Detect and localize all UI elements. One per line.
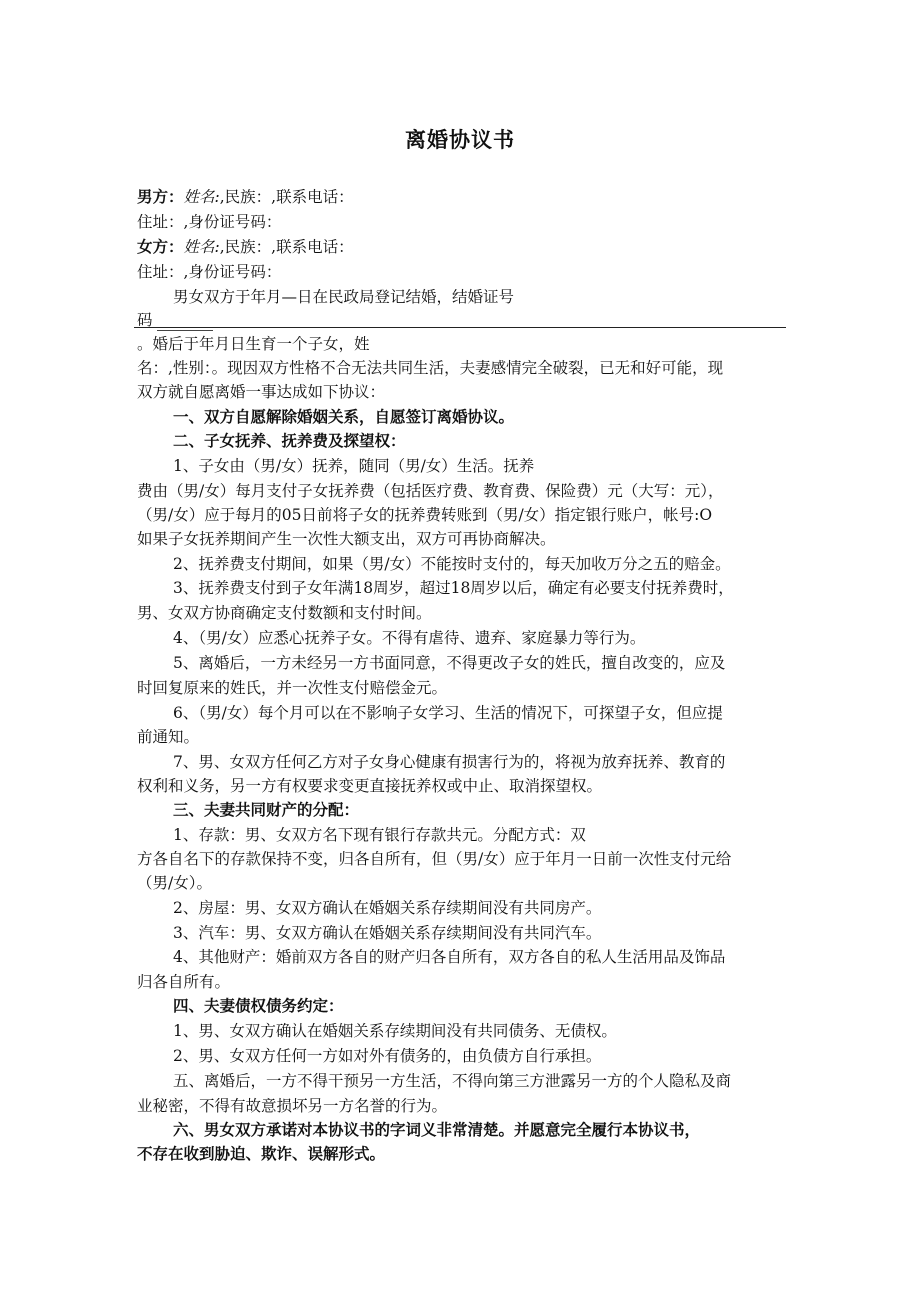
- female-party-line: [137, 236, 354, 258]
- s2-p1-line-1: 1、子女由（男/女）抚养，随同（男/女）生活。抚养: [173, 457, 535, 475]
- s2-p6-line-1: 6、（男/女）每个月可以在不影响子女学习、生活的情况下，可探望子女，但应提: [173, 704, 723, 722]
- s2-p4: 4、（男/女）应悉心抚养子女。不得有虐待、遗弃、家庭暴力等行为。: [173, 629, 646, 647]
- s2-p6-line-2: 前通知。: [137, 728, 200, 746]
- s3-p1-line-3: （男/女）。: [137, 874, 212, 892]
- blank-field: [157, 316, 213, 331]
- male-name-label: 姓名:: [183, 188, 220, 206]
- s2-p2: 2、抚养费支付期间，如果（男/女）不能按时支付的，每天加收万分之五的赔金。: [173, 555, 731, 573]
- s3-p4-line-1: 4、其他财产：婚前双方各自的财产归各自所有，双方各自的私人生活用品及饰品: [173, 948, 726, 966]
- s3-p2: 2、房屋：男、女双方确认在婚姻关系存续期间没有共同房产。: [173, 899, 602, 917]
- s2-p1-line-2: 费由（男/女）每月支付子女抚养费（包括医疗费、教育费、保险费）元（大写：元），: [137, 482, 724, 500]
- female-label: 女方：: [137, 237, 184, 256]
- s3-p3: 3、汽车：男、女双方确认在婚姻关系存续期间没有共同汽车。: [173, 924, 602, 942]
- s4-p2: 2、男、女双方任何一方如对外有债务的，由负债方自行承担。: [173, 1047, 602, 1065]
- clause-5-line-2: 业秘密，不得有故意损坏另一方名誉的行为。: [137, 1097, 448, 1115]
- s3-p4-line-2: 归各自所有。: [137, 973, 231, 991]
- s4-p1: 1、男、女双方确认在婚姻关系存续期间没有共同债务、无债权。: [173, 1022, 617, 1040]
- s3-p1-line-2: 方各自名下的存款保持不变，归各自所有，但（男/女）应于年月一日前一次性支付元给: [137, 850, 732, 868]
- s2-p5-line-2: 时回复原来的姓氏，并一次性支付赔偿金元。: [137, 679, 448, 697]
- section-4-heading: 四、夫妻债权债务约定：: [173, 996, 344, 1015]
- marriage-cert-label: 码: [137, 311, 153, 329]
- male-party-line: [137, 186, 354, 208]
- male-address-line: 住址：,身份证号码：: [137, 213, 282, 231]
- s2-p3-line-1: 3、抚养费支付到子女年满18周岁，超过18周岁以后，确定有必要支付抚养费时，: [173, 579, 734, 597]
- s3-p1-line-1: 1、存款：男、女双方名下现有银行存款共元。分配方式：双: [173, 826, 586, 844]
- intro-line-1: 男女双方于年月—日在民政局登记结婚，结婚证号: [173, 288, 515, 306]
- divider-line: [134, 327, 786, 328]
- male-label: 男方：: [137, 187, 184, 206]
- s2-p7-line-1: 7、男、女双方任何乙方对子女身心健康有损害行为的，将视为放弃抚养、教育的: [173, 753, 726, 771]
- document-title: 离婚协议书: [405, 128, 515, 152]
- intro-line-5: 双方就自愿离婚一事达成如下协议：: [137, 383, 386, 401]
- female-address-line: 住址：,身份证号码：: [137, 263, 282, 281]
- section-3-heading: 三、夫妻共同财产的分配：: [173, 800, 360, 819]
- s2-p3-line-2: 男、女双方协商确定支付数额和支付时间。: [137, 604, 432, 622]
- female-info: ,民族：,联系电话：: [219, 238, 354, 256]
- clause-6-line-1: 六、男女双方承诺对本协议书的字词义非常清楚。并愿意完全履行本协议书，: [173, 1120, 701, 1139]
- clause-1: 一、双方自愿解除婚姻关系，自愿签订离婚协议。: [173, 407, 515, 426]
- s2-p5-line-1: 5、离婚后，一方未经另一方书面同意，不得更改子女的姓氏，擅自改变的，应及: [173, 654, 726, 672]
- clause-6-line-2: 不存在收到胁迫、欺诈、误解形式。: [137, 1144, 386, 1163]
- intro-line-3: 。婚后于年月日生育一个子女，姓: [137, 335, 370, 353]
- female-name-label: 姓名:: [183, 238, 220, 256]
- s2-p7-line-2: 权利和义务，另一方有权要求变更直接抚养权或中止、取消探望权。: [137, 777, 603, 795]
- clause-5-line-1: 五、离婚后，一方不得干预另一方生活，不得向第三方泄露另一方的个人隐私及商: [173, 1072, 732, 1090]
- s2-p1-line-3: （男/女）应于每月的05日前将子女的抚养费转账到（男/女）指定银行账户，帐号:O: [137, 506, 713, 524]
- intro-line-4: 名：,性别：。现因双方性格不合无法共同生活，夫妻感情完全破裂，已无和好可能，现: [137, 359, 724, 377]
- section-2-heading: 二、子女抚养、抚养费及探望权：: [173, 431, 406, 450]
- s2-p1-line-4: 如果子女抚养期间产生一次性大额支出，双方可再协商解决。: [137, 530, 556, 548]
- male-info: ,民族：,联系电话：: [219, 188, 354, 206]
